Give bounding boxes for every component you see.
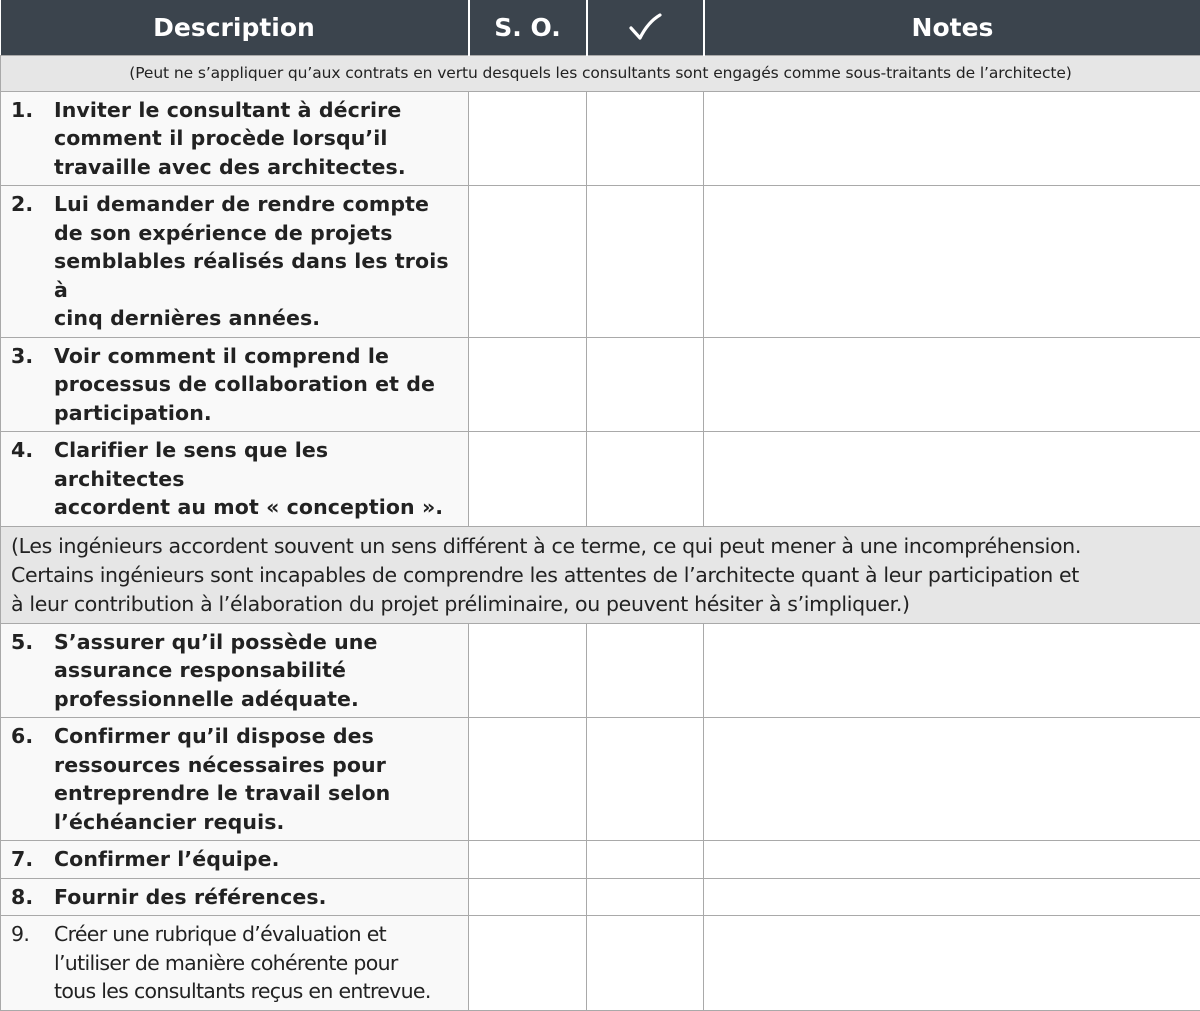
table-row bbox=[1, 916, 1200, 1011]
notes-cell[interactable] bbox=[704, 878, 1200, 916]
header-so: S. O. bbox=[469, 0, 587, 55]
list-item bbox=[1, 879, 468, 916]
item-text: Créer une rubrique d’évaluation et l’utiliser de manière cohérente pour tous les consultants reçus en entrevue. bbox=[54, 920, 464, 1006]
item-number: 8. bbox=[11, 883, 54, 912]
header-description: Description bbox=[1, 0, 469, 55]
header-check bbox=[587, 0, 704, 55]
item-number: 1. bbox=[11, 96, 54, 182]
list-item bbox=[1, 718, 468, 840]
item-text: Inviter le consultant à décrire comment il procède lorsqu’il travaille avec des architectes. bbox=[54, 96, 464, 182]
table-row bbox=[1, 841, 1200, 879]
check-cell[interactable] bbox=[587, 91, 704, 186]
table-row bbox=[1, 432, 1200, 527]
so-cell[interactable] bbox=[469, 718, 587, 841]
notes-cell[interactable] bbox=[704, 623, 1200, 718]
description-cell bbox=[1, 91, 469, 186]
item-number: 6. bbox=[11, 722, 54, 836]
item-number: 2. bbox=[11, 190, 54, 333]
table-row bbox=[1, 337, 1200, 432]
item-number: 9. bbox=[11, 920, 54, 1006]
checkmark-icon bbox=[628, 12, 662, 42]
check-cell[interactable] bbox=[587, 623, 704, 718]
notes-cell[interactable] bbox=[704, 432, 1200, 527]
notes-cell[interactable] bbox=[704, 718, 1200, 841]
description-cell bbox=[1, 623, 469, 718]
item-number: 4. bbox=[11, 436, 54, 522]
so-cell[interactable] bbox=[469, 186, 587, 338]
list-item bbox=[1, 432, 468, 526]
so-cell[interactable] bbox=[469, 432, 587, 527]
so-cell[interactable] bbox=[469, 916, 587, 1011]
mid-note-row bbox=[1, 526, 1200, 623]
list-item bbox=[1, 841, 468, 878]
check-cell[interactable] bbox=[587, 841, 704, 879]
intro-note: (Peut ne s’appliquer qu’aux contrats en vertu desquels les consultants sont engagés comme sous-traitants de l’architecte) bbox=[1, 56, 1200, 91]
item-text: Clarifier le sens que les architectes accordent au mot « conception ». bbox=[54, 436, 464, 522]
so-cell[interactable] bbox=[469, 91, 587, 186]
item-text: Fournir des références. bbox=[54, 883, 464, 912]
item-number: 7. bbox=[11, 845, 54, 874]
list-item bbox=[1, 338, 468, 432]
header-row bbox=[1, 0, 1200, 55]
description-cell bbox=[1, 718, 469, 841]
list-item bbox=[1, 624, 468, 718]
item-number: 3. bbox=[11, 342, 54, 428]
so-cell[interactable] bbox=[469, 337, 587, 432]
list-item bbox=[1, 92, 468, 186]
description-cell bbox=[1, 841, 469, 879]
intro-note-row bbox=[1, 55, 1200, 91]
notes-cell[interactable] bbox=[704, 916, 1200, 1011]
notes-cell[interactable] bbox=[704, 186, 1200, 338]
item-text: Confirmer qu’il dispose des ressources nécessaires pour entreprendre le travail selon l’échéancier requis. bbox=[54, 722, 464, 836]
table-row bbox=[1, 623, 1200, 718]
item-text: Voir comment il comprend le processus de collaboration et de participation. bbox=[54, 342, 464, 428]
item-text: Confirmer l’équipe. bbox=[54, 845, 464, 874]
list-item bbox=[1, 186, 468, 337]
description-cell bbox=[1, 186, 469, 338]
description-cell bbox=[1, 432, 469, 527]
notes-cell[interactable] bbox=[704, 841, 1200, 879]
description-cell bbox=[1, 916, 469, 1011]
check-cell[interactable] bbox=[587, 878, 704, 916]
mid-note: (Les ingénieurs accordent souvent un sens différent à ce terme, ce qui peut mener à une incompréhension. Certains ingénieurs sont incapables de comprendre les attentes de l’architecte quant à leur participation et à leur contribution à l’élaboration du projet préliminaire, ou peuvent hésiter à s’impliquer.) bbox=[1, 527, 1200, 623]
check-cell[interactable] bbox=[587, 718, 704, 841]
table-row bbox=[1, 186, 1200, 338]
notes-cell[interactable] bbox=[704, 91, 1200, 186]
description-cell bbox=[1, 878, 469, 916]
table-row bbox=[1, 878, 1200, 916]
check-cell[interactable] bbox=[587, 186, 704, 338]
check-cell[interactable] bbox=[587, 337, 704, 432]
so-cell[interactable] bbox=[469, 841, 587, 879]
so-cell[interactable] bbox=[469, 623, 587, 718]
check-cell[interactable] bbox=[587, 432, 704, 527]
item-text: Lui demander de rendre compte de son expérience de projets semblables réalisés dans les trois à cinq dernières années. bbox=[54, 190, 464, 333]
check-cell[interactable] bbox=[587, 916, 704, 1011]
so-cell[interactable] bbox=[469, 878, 587, 916]
item-number: 5. bbox=[11, 628, 54, 714]
list-item bbox=[1, 916, 468, 1010]
notes-cell[interactable] bbox=[704, 337, 1200, 432]
table-row bbox=[1, 91, 1200, 186]
table-row bbox=[1, 718, 1200, 841]
description-cell bbox=[1, 337, 469, 432]
item-text: S’assurer qu’il possède une assurance responsabilité professionnelle adéquate. bbox=[54, 628, 464, 714]
header-notes: Notes bbox=[704, 0, 1200, 55]
